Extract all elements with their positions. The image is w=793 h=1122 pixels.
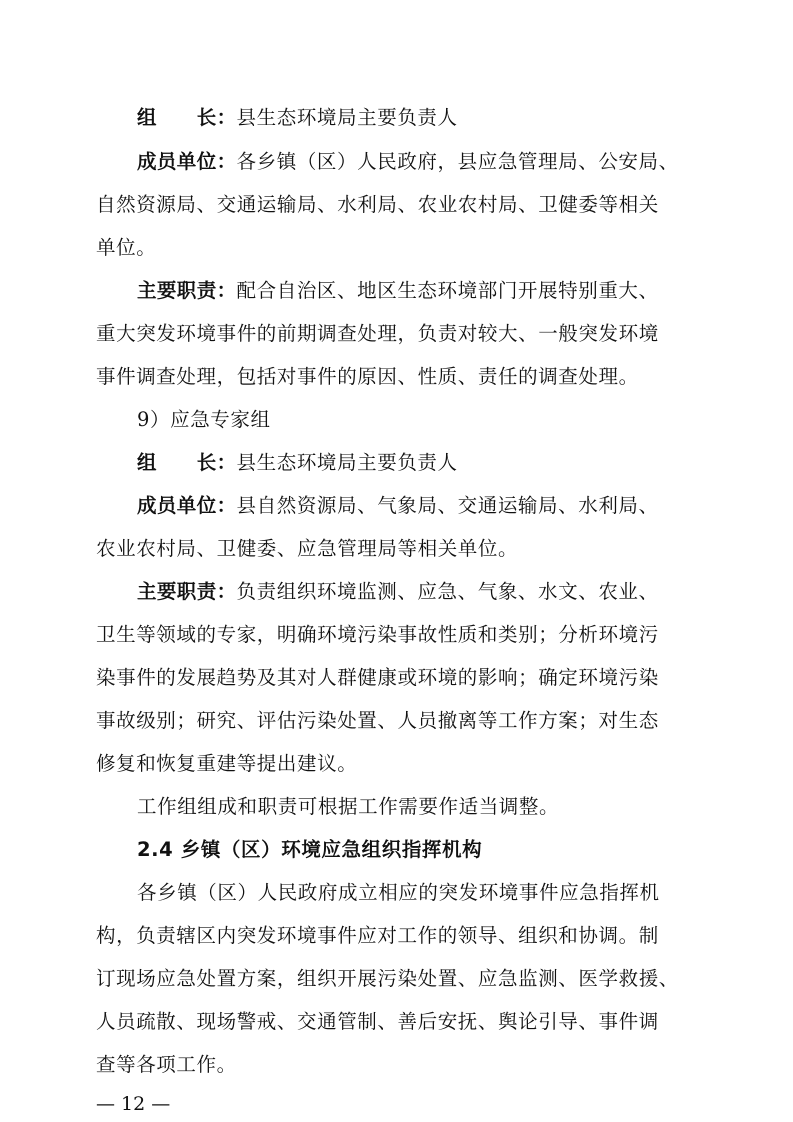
group-title: 9）应急专家组 (137, 408, 271, 431)
members-line-2: 自然资源局、交通运输局、水利局、农业农村局、卫健委等相关 (96, 193, 659, 216)
duties-line-2: 重大突发环境事件的前期调查处理，负责对较大、一般突发环境 (96, 322, 659, 345)
note-line: 工作组组成和职责可根据工作需要作适当调整。 (137, 795, 560, 818)
members-label: 成员单位： (137, 150, 237, 173)
members-text: 各乡镇（区）人民政府，县应急管理局、公安局、 (236, 150, 679, 173)
para-line-5: 查等各项工作。 (96, 1053, 237, 1076)
leader-line-1 (137, 104, 700, 132)
members-text: 县自然资源局、气象局、交通运输局、水利局、 (236, 494, 659, 517)
section-heading: 2.4 乡镇（区）环境应急组织指挥机构 (137, 838, 483, 861)
para-line-4: 人员疏散、现场警戒、交通管制、善后安抚、舆论引导、事件调 (96, 1010, 659, 1033)
para-line-1: 各乡镇（区）人民政府成立相应的突发环境事件应急指挥机 (137, 881, 660, 904)
duties-label: 主要职责： (137, 279, 237, 302)
members2-line-1 (137, 492, 700, 520)
para-line-3: 订现场应急处置方案，组织开展污染处置、应急监测、医学救援、 (96, 967, 679, 990)
leader-label: 组 长： (137, 106, 237, 129)
duties2-line-4: 事故级别；研究、评估污染处置、人员撤离等工作方案；对生态 (96, 709, 659, 732)
duties-text: 配合自治区、地区生态环境部门开展特别重大、 (236, 279, 659, 302)
para-line-2: 构，负责辖区内突发环境事件应对工作的领导、组织和协调。制 (96, 924, 659, 947)
members-label: 成员单位： (137, 494, 237, 517)
leader-text: 县生态环境局主要负责人 (236, 106, 458, 129)
duties-line-1 (137, 277, 700, 305)
duties-text: 负责组织环境监测、应急、气象、水文、农业、 (236, 580, 659, 603)
leader-text: 县生态环境局主要负责人 (236, 451, 458, 474)
members-line-3: 单位。 (96, 236, 157, 259)
members-line-1 (137, 148, 700, 176)
duties2-line-1 (137, 578, 700, 606)
duties-line-3: 事件调查处理，包括对事件的原因、性质、责任的调查处理。 (96, 365, 639, 388)
members2-line-2: 农业农村局、卫健委、应急管理局等相关单位。 (96, 537, 519, 560)
leader-line-2 (137, 449, 700, 477)
duties2-line-2: 卫生等领域的专家，明确环境污染事故性质和类别；分析环境污 (96, 623, 659, 646)
duties2-line-3: 染事件的发展趋势及其对人群健康或环境的影响；确定环境污染 (96, 666, 659, 689)
page-number: — 12 — (96, 1093, 171, 1115)
duties2-line-5: 修复和恢复重建等提出建议。 (96, 752, 358, 775)
duties-label: 主要职责： (137, 580, 237, 603)
leader-label: 组 长： (137, 451, 237, 474)
